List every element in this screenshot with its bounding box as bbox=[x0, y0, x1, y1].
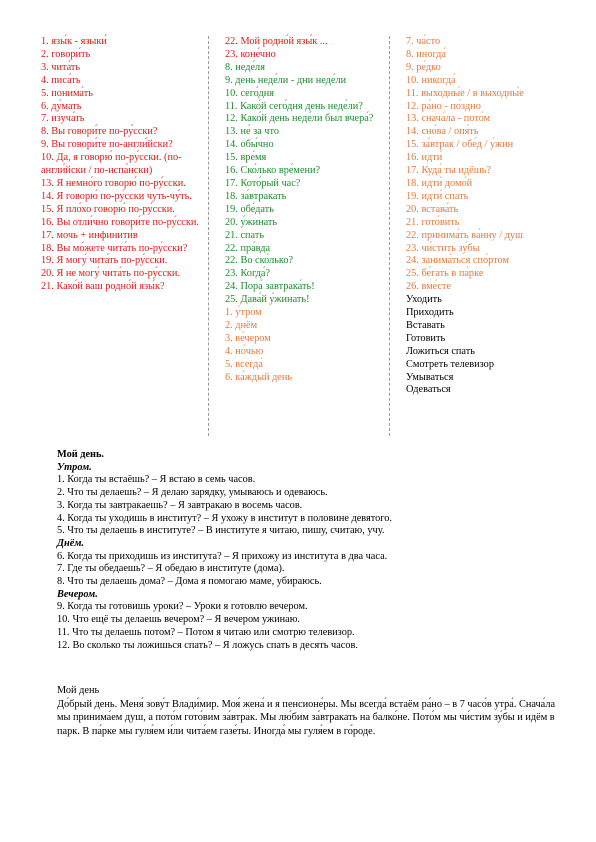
vocabulary-item: 19. Я могу́ чита́ть по-ру́сски. bbox=[41, 255, 168, 267]
dialogue-line: 8. Что ты делаешь дома? – Дома я помогаю маме, убираюсь. bbox=[57, 576, 322, 588]
vocabulary-item: 18. за́втракать bbox=[225, 190, 287, 202]
vocabulary-item: 22. Мой родно́й язы́к ... bbox=[225, 36, 328, 47]
vocabulary-item: 15. Я пло́хо говорю́ по-ру́сски. bbox=[41, 203, 175, 215]
vocabulary-item: 9. ре́дко bbox=[406, 61, 441, 73]
vocabulary-item: 25. бе́гать в па́рке bbox=[406, 268, 484, 280]
vocabulary-item: Смотреть телевизор bbox=[406, 358, 494, 370]
vocabulary-item: 10. никогда́ bbox=[406, 74, 456, 86]
vocabulary-columns bbox=[0, 36, 596, 436]
dialogue-line: 6. Когда ты приходишь из института? – Я прихожу из института в два часа. bbox=[57, 550, 388, 562]
vocabulary-item: 5. всегда́ bbox=[225, 358, 263, 370]
vocabulary-item: 6. ду́мать bbox=[41, 100, 82, 112]
vocabulary-item: 1. язы́к - языки́ bbox=[41, 36, 107, 47]
vocabulary-item: Готовить bbox=[406, 332, 446, 344]
vocabulary-item: 8. неде́ля bbox=[225, 61, 265, 73]
vocabulary-item: 23. чи́стить зу́бы bbox=[406, 242, 480, 254]
vocabulary-item: 23. Когда́? bbox=[225, 268, 271, 280]
vocabulary-item: 2. говори́ть bbox=[41, 48, 91, 60]
vocabulary-item: 18. идти́ домо́й bbox=[406, 177, 473, 189]
vocabulary-item: 17. Куда́ ты идёшь? bbox=[406, 165, 491, 177]
dialogue-line: 9. Когда ты готовишь уроки? – Уроки я готовлю вечером. bbox=[57, 601, 308, 613]
vocabulary-item: 22. Во ско́лько? bbox=[225, 255, 294, 267]
vocabulary-item: 16. Ско́лько вре́мени? bbox=[225, 165, 321, 177]
vocabulary-item: 14. Я говорю́ по-ру́сски чуть-чу́ть. bbox=[41, 190, 192, 202]
dialogue-line: 2. Что ты делаешь? – Я делаю зарядку, умываюсь и одеваюсь. bbox=[57, 487, 328, 499]
vocabulary-item: 12. ра́но - по́здно bbox=[406, 100, 481, 112]
vocabulary-item: 13. Я немно́го говорю́ по-ру́сски. bbox=[41, 177, 186, 189]
vocabulary-item: Умываться bbox=[406, 371, 454, 383]
vocabulary-item: 4. но́чью bbox=[225, 345, 264, 357]
dialogue-line: 10. Что ещё ты делаешь вечером? – Я вечером ужинаю. bbox=[57, 614, 300, 626]
vocabulary-item: 5. понима́ть bbox=[41, 87, 93, 99]
dialogue-line: 1. Когда ты встаёшь? – Я встаю в семь часов. bbox=[57, 474, 256, 486]
section-heading: Днём. bbox=[57, 537, 84, 549]
vocabulary-item: 8. иногда́ bbox=[406, 48, 446, 60]
vocabulary-item: 2. днём bbox=[225, 319, 258, 331]
vocabulary-item: 21. Како́й ваш родно́й язы́к? bbox=[41, 281, 165, 293]
vocabulary-item: 16. идти́ bbox=[406, 152, 443, 164]
dialogue-line: 3. Когда ты завтракаешь? – Я завтракаю в восемь часов. bbox=[57, 499, 303, 511]
vocabulary-column-1 bbox=[41, 36, 201, 294]
vocabulary-item: 20. у́жинать bbox=[225, 216, 278, 228]
vocabulary-item: 23. коне́чно bbox=[225, 48, 276, 60]
vocabulary-item: 19. идти́ спать bbox=[406, 190, 469, 202]
dialogue-line: 7. Где ты обедаешь? – Я обедаю в институте (дома). bbox=[57, 563, 285, 575]
text-title: Мой день bbox=[57, 685, 100, 696]
vocabulary-item: 7. изуча́ть bbox=[41, 113, 85, 125]
vocabulary-item: 19. обе́дать bbox=[225, 203, 274, 215]
section-heading: Вечером. bbox=[57, 588, 98, 600]
vocabulary-item: 6. ка́ждый день bbox=[225, 371, 293, 383]
vocabulary-item: 4. писа́ть bbox=[41, 74, 81, 86]
vocabulary-item: 11. Како́й сего́дня день неде́ли? bbox=[225, 100, 363, 112]
vocabulary-item: 25. Дава́й у́жинать! bbox=[225, 294, 310, 306]
vocabulary-item: 17. мочь + инфинити́в bbox=[41, 229, 138, 241]
vocabulary-item: Ложиться спать bbox=[406, 345, 475, 357]
dialogue-line: 12. Во сколько ты ложишься спать? – Я ложусь спать в десять часов. bbox=[57, 639, 358, 651]
vocabulary-item: 8. Вы говори́те по-ру́сски? bbox=[41, 126, 158, 138]
vocabulary-item: Вставать bbox=[406, 319, 445, 331]
vocabulary-item: 9. день неде́ли - дни неде́ли bbox=[225, 74, 347, 86]
vocabulary-item: 16. Вы отли́чно говори́те по-ру́сски. bbox=[41, 216, 199, 228]
text-paragraph: До́брый день. Меня́ зову́т Влади́мир. Моя́ жена́ и я пенсионе́ры. Мы всегда́ встаём ра́но – в 7 часо́в утра́. Снача́ла мы принима́ем душ, а пото́м гото́вим за́втрак. Мы лю́бим за́втракать на балко́не. Пото́м мы чи́стим зу́бы и идём в парк. В па́рке мы гуля́ем и́ли чита́ем газе́ты. Иногда́ мы гуля́ем в го́роде. bbox=[57, 698, 556, 737]
vocabulary-item: 13. снача́ла - пото́м bbox=[406, 113, 491, 125]
vocabulary-item: 15. за́втрак / обе́д / у́жин bbox=[406, 139, 514, 151]
vocabulary-item: 22. пра́вда bbox=[225, 242, 271, 254]
vocabulary-item: 26. вме́сте bbox=[406, 281, 452, 293]
vocabulary-column-2 bbox=[225, 36, 375, 384]
dialogue-line: 4. Когда ты уходишь в институт? – Я ухожу в институт в половине девятого. bbox=[57, 512, 392, 524]
vocabulary-item: 20. Я не могу́ чита́ть по-ру́сски. bbox=[41, 268, 181, 280]
vocabulary-item: 20. встава́ть bbox=[406, 203, 459, 215]
vocabulary-item: 7. ча́сто bbox=[406, 36, 441, 47]
section-morning bbox=[57, 462, 557, 538]
vocabulary-item: 3. чита́ть bbox=[41, 61, 81, 73]
vocabulary-item: 24. Пора́ завтрака́ть! bbox=[225, 281, 315, 293]
vocabulary-item: 11. выходны́е / в выходны́е bbox=[406, 87, 524, 99]
vocabulary-item: 14. сно́ва / опя́ть bbox=[406, 126, 479, 138]
vocabulary-item: 21. гото́вить bbox=[406, 216, 460, 228]
section-afternoon bbox=[57, 538, 557, 589]
section-heading: Утром. bbox=[57, 461, 92, 473]
vocabulary-item: 17. Кото́рый час? bbox=[225, 177, 301, 189]
my-day-dialogue bbox=[57, 449, 557, 652]
vocabulary-item: Приходить bbox=[406, 307, 454, 319]
vocabulary-item: 24. занима́ться спо́ртом bbox=[406, 255, 510, 267]
vocabulary-column-3 bbox=[406, 36, 576, 397]
my-day-text bbox=[57, 684, 557, 738]
vocabulary-item: 10. сего́дня bbox=[225, 87, 275, 99]
vocabulary-item: 12. Како́й день неде́ли был вчера́? bbox=[225, 113, 374, 125]
vocabulary-item: Уходить bbox=[406, 294, 442, 306]
vocabulary-item: 9. Вы говори́те по-англи́йски? bbox=[41, 139, 173, 151]
vocabulary-item: Одеваться bbox=[406, 384, 451, 396]
vocabulary-item: 1. у́тром bbox=[225, 307, 262, 319]
vocabulary-item: 22. принима́ть ва́нну / душ bbox=[406, 229, 523, 241]
vocabulary-item: 13. не́ за что bbox=[225, 126, 280, 138]
vocabulary-item: 15. вре́мя bbox=[225, 152, 267, 164]
section-evening bbox=[57, 589, 557, 653]
dialogue-line: 5. Что ты делаешь в институте? – В институте я читаю, пишу, считаю, учу. bbox=[57, 525, 385, 537]
dialogue-title: Мой день. bbox=[57, 449, 104, 460]
vocabulary-item: 3. ве́чером bbox=[225, 332, 271, 344]
vocabulary-item: 14. обы́чно bbox=[225, 139, 274, 151]
dialogue-line: 11. Что ты делаешь потом? – Потом я читаю или смотрю телевизор. bbox=[57, 626, 355, 638]
vocabulary-item: 18. Вы мо́жете чита́ть по-ру́сски? bbox=[41, 242, 188, 254]
vocabulary-item: 10. Да, я говорю́ по-ру́сски. (по-англи́йски / по-испа́нски) bbox=[41, 152, 182, 177]
vocabulary-item: 21. спать bbox=[225, 229, 265, 241]
